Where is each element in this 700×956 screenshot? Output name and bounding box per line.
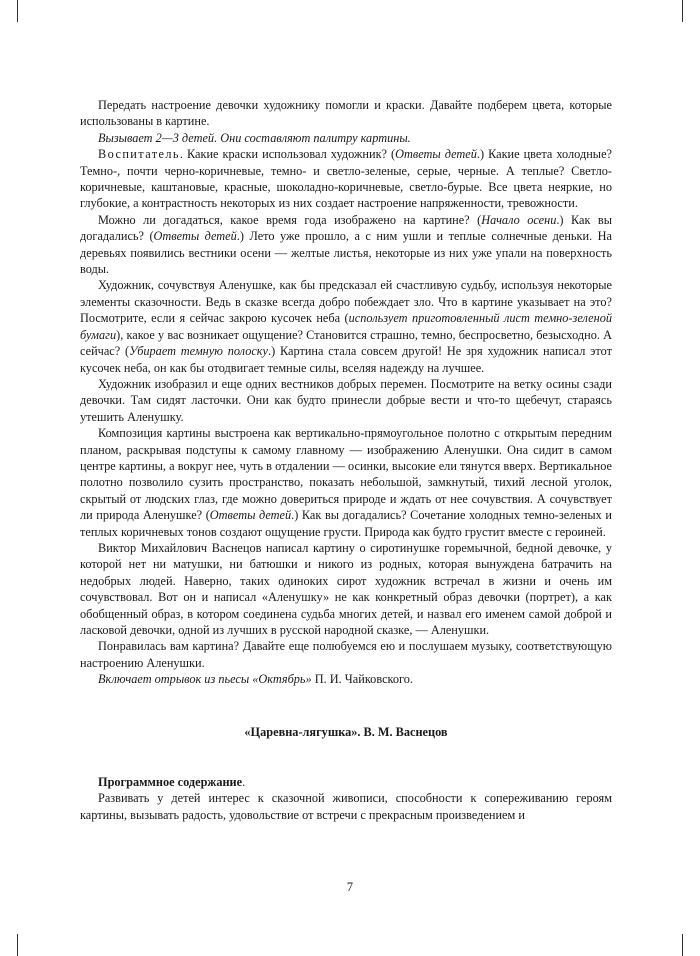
crop-mark-top-left — [17, 0, 18, 22]
paragraph-instruction-palette: Вызывает 2—3 детей. Они составляют палитру картины. — [98, 130, 411, 145]
paragraph-music: Понравилась вам картина? Давайте еще полюбуемся ею и послушаем музыку, соответствующую настроению Аленушки. — [80, 639, 612, 670]
crop-mark-bottom-right — [682, 934, 683, 956]
paragraph-season: Можно ли догадаться, какое время года изображено на картине? (Начало осени.) Как вы догадались? (Ответы детей.) Лето уже прошло, а с ним ушли и теплые солнечные деньки. На деревьях появились вестники осени — желтые листья, некоторые из них уже упали на поверхность воды. — [80, 212, 612, 277]
paragraph-teacher-colors: Воспитатель. Какие краски использовал художник? (Ответы детей.) Какие цвета холодные? Темно-, почти черно-коричневые, темно- и светло-зеленые, серые, черные. А теплые? Светло-коричневые, каштановые, красные, шоколадно-коричневые, светло-бурые. Все цвета неяркие, но глубокие, а контрастность некоторых из них создает настроение напряженности, тревожности. — [80, 147, 612, 211]
speaker-label: Воспитатель — [98, 147, 180, 162]
paragraph-program-content: Развивать у детей интерес к сказочной живописи, способности к сопереживанию героям картины, вызывать радость, удовольствие от встречи с прекрасным произведением и — [80, 791, 612, 822]
paragraph-composition: Композиция картины выстроена как вертикально-прямоугольное полотно с открытым передним планом, раскрывая подступы к самому главному — изображению Аленушки. Она сидит в самом центре картины, а вокруг нее, чуть в отдалении — осинки, высокие ели тянутся вверх. Вертикальное полотно позволило сузить пространство, показать небольшой, замкнутый, тихий лесной уголок, скрытый от людских глаз, где можно довериться природе и ждать от нее сочувствия. А сочувствует ли природа Аленушке? (Ответы детей.) Как вы догадались? Сочетание холодных темно-зеленых и теплых коричневых тонов создают ощущение грусти. Природа как будто грустит вместе с героиней. — [80, 426, 612, 539]
paragraph-instruction-music: Включает отрывок из пьесы «Октябрь» П. И. Чайковского. — [98, 672, 413, 687]
section-heading: «Царевна-лягушка». В. М. Васнецов — [244, 724, 448, 739]
paragraph-colors-intro: Передать настроение девочки художнику помогли и краски. Давайте подберем цвета, которые использованы в картине. — [80, 98, 612, 129]
paragraph-swallows: Художник изобразил и еще одних вестников добрых перемен. Посмотрите на ветку осины сзади девочки. Там сидят ласточки. Они как будто принесли добрые вести и что-то щебечут, стараясь утешить Аленушку. — [80, 376, 612, 424]
program-content-title: Программное содержание. — [98, 775, 246, 790]
page-number: 7 — [346, 880, 354, 894]
paragraph-fairytale-elements: Художник, сочувствуя Аленушке, как бы предсказал ей счастливую судьбу, используя некоторые элементы сказочности. Ведь в сказке всегда добро побеждает зло. Что в картине указывает на это? Посмотрите, если я сейчас закрою кусочек неба (использует приготовленный лист темно-зеленой бумаги), какое у вас возникает ощущение? Становится страшно, темно, беспросветно, безысходно. А сейчас? (Убирает темную полоску.) Картина стала совсем другой! Не зря художник написал этот кусочек неба, он как бы отодвигает темные силы, вселяя надежду на лучшее. — [80, 278, 612, 375]
paragraph-vasnetsov: Виктор Михайлович Васнецов написал картину о сиротинушке горемычной, бедной девочке, у которой нет ни матушки, ни батюшки и никого из родных, которая вынуждена батрачить на недобрых людей. Наверно, таких одиноких сирот художник встречал в жизни и очень им сочувствовал. Вот он и написал «Аленушку» не как конкретный образ девочки (портрет), а как обобщенный образ, в котором соединена судьба многих детей, и назвал его именем самой доброй и ласковой девочки, одной из лучших в русской народной сказке, — Аленушки. — [80, 540, 612, 637]
crop-mark-top-right — [682, 0, 683, 22]
crop-mark-bottom-left — [17, 934, 18, 956]
page-body — [80, 97, 612, 823]
